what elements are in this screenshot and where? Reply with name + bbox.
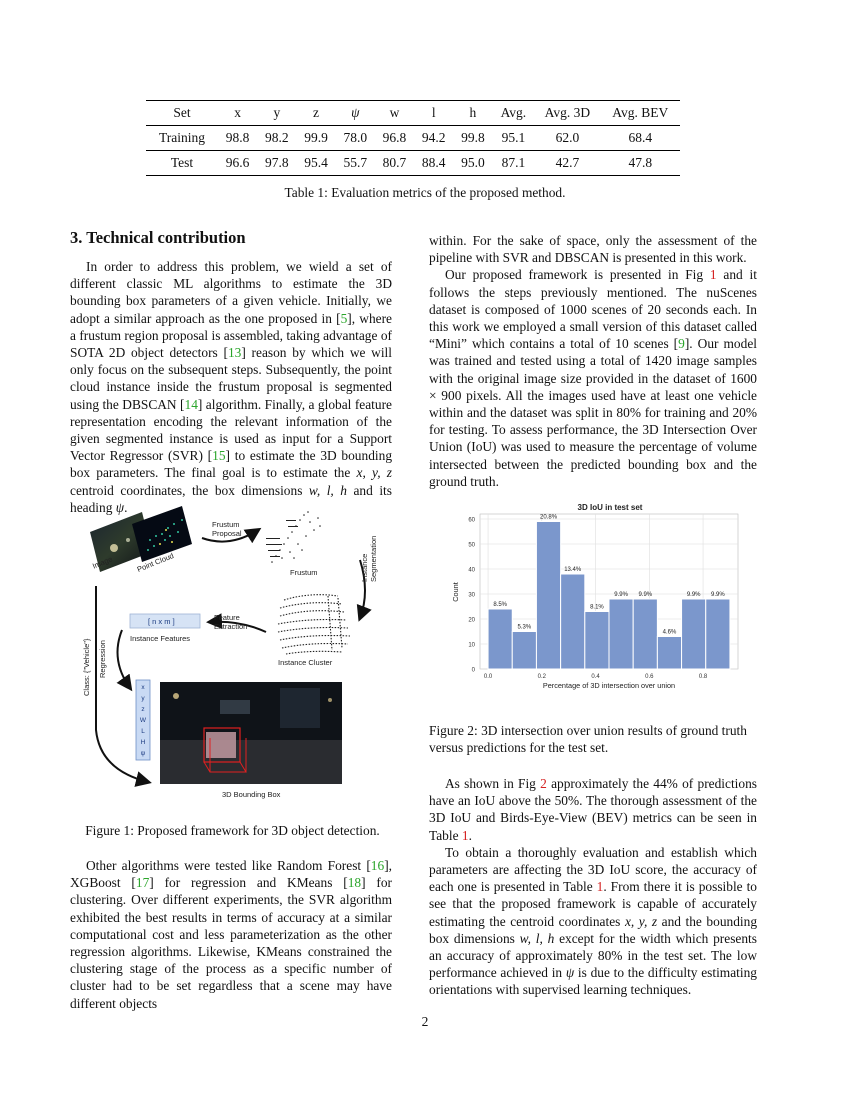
right-column-top <box>429 232 757 490</box>
citation-link[interactable]: 15 <box>212 448 226 464</box>
table-cell: 87.1 <box>501 155 526 170</box>
paragraph <box>70 857 392 1012</box>
figure-1 <box>70 500 395 810</box>
y-tick-label: 50 <box>468 542 475 549</box>
y-tick-label: 20 <box>468 617 475 624</box>
bar-data-label: 5.3% <box>517 624 532 631</box>
bar-data-label: 9.9% <box>686 592 701 598</box>
y-axis-label: Count <box>451 582 460 602</box>
instance-cluster-points <box>278 595 350 654</box>
vector-entry: H <box>140 739 146 746</box>
label-point-cloud: Point Cloud <box>135 551 176 574</box>
bar-data-label: 9.9% <box>638 592 653 598</box>
vector-entry: W <box>139 717 147 724</box>
table-cell: 78.0 <box>343 130 368 145</box>
text: ] for clustering. Over different experiments, the SVR algorithm exhibited the best results in terms of accuracy at a similar computational cost and less parameterization as the other regression algorithms. Likewise, KMeans constrained the clustering stage of the process as a specific number of cluster had to be set regardless that a scene may have different objects <box>70 875 392 1011</box>
table-cell: 47.8 <box>628 155 653 170</box>
bar-data-label: 9.9% <box>614 592 628 598</box>
section-title: 3. Technical contribution <box>70 228 246 247</box>
label-feature-extraction: Feature Extraction <box>214 613 248 631</box>
table-cell: 80.7 <box>382 155 407 170</box>
paragraph <box>429 775 757 844</box>
histogram-bar <box>682 599 706 669</box>
histogram-bar <box>536 522 560 670</box>
histogram-bar <box>561 574 585 669</box>
text: except for the width which presents an accuracy of approximately 80% in the test set. The low performance achieved in <box>429 930 757 981</box>
table-cell: 99.8 <box>461 130 485 145</box>
histogram-bar <box>585 612 609 670</box>
label-class: Class: {"Vehicle"} <box>82 638 91 696</box>
table-cell: 98.2 <box>265 130 289 145</box>
left-column-bottom <box>70 857 392 1012</box>
chart-title: 3D IoU in test set <box>577 503 643 512</box>
text: . <box>468 827 472 843</box>
table-cell: 55.7 <box>343 155 368 170</box>
table-header-cell: y <box>273 105 281 120</box>
table-cell: 95.1 <box>501 130 526 145</box>
table-cell: 42.7 <box>555 155 580 170</box>
citation-link[interactable]: 18 <box>347 875 362 891</box>
text: To obtain a thoroughly evaluation and establish which parameters are affecting the 3D IoU score, the accuracy of each one is presented in Table <box>429 844 757 895</box>
citation-link[interactable]: 14 <box>184 396 198 412</box>
histogram-bar <box>488 609 512 669</box>
table-cell: 94.2 <box>421 130 446 145</box>
bar-data-label: 9.9% <box>711 592 725 598</box>
page-number: 2 <box>421 1014 429 1029</box>
text: is due to the difficulty estimating orientations with supervised learning techniques. <box>429 965 757 998</box>
text: approximately the 44% of predictions have an IoU above the 50%. The thorough assessment of the 3D IoU and Birds-Eye-View (BEV) metrics can be seen in Table <box>429 776 757 843</box>
text: ] to estimate the 3D bounding box parameters. The final goal is to estimate the <box>70 448 393 481</box>
arrow-regression <box>118 630 131 688</box>
iou-histogram <box>448 500 748 695</box>
left-column-top <box>70 258 392 516</box>
figure-ref-link[interactable]: 2 <box>540 776 547 791</box>
table-cell: 96.6 <box>225 155 250 170</box>
text: ], XGBoost [ <box>70 858 392 891</box>
label-instance-cluster: Instance Cluster <box>278 658 333 667</box>
table-row <box>146 126 680 151</box>
table-cell: 88.4 <box>421 155 446 170</box>
x-tick-label: 0.0 <box>483 674 493 680</box>
citation-link[interactable]: 9 <box>678 336 685 352</box>
vector-entry: x <box>141 684 145 691</box>
text: ]. Our model was trained and tested using a total of 1420 image samples with the original image size provided in the dataset of 1600 × 900 pixels. All the images used have at least one vehicle within and the dataset was split in 80% for training and 20% for testing. To assess performance, the 3D Intersection Over Union (IoU) was used to measure the percentage of volume intersected between the predicted bounding box and the ground truth. <box>429 336 757 489</box>
paragraph <box>429 232 757 266</box>
table-ref-link[interactable]: 1 <box>461 827 469 843</box>
frustum-points <box>266 511 321 563</box>
bar-data-label: 8.1% <box>590 604 604 611</box>
table-cell: 97.8 <box>265 155 289 170</box>
table-cell: 68.4 <box>628 130 653 145</box>
citation-link[interactable]: 5 <box>340 310 348 326</box>
table-cell: Test <box>170 155 194 170</box>
vector-entry: y <box>141 695 145 702</box>
table-ref-link[interactable]: 1 <box>596 879 604 895</box>
table-header-cell: Avg. BEV <box>612 105 669 120</box>
text: ] for regression and KMeans [ <box>149 875 348 891</box>
paragraph <box>70 258 392 516</box>
x-axis-label: Percentage of 3D intersection over union <box>542 681 676 690</box>
x-tick-label: 0.2 <box>537 674 546 680</box>
x-tick-label: 0.8 <box>698 674 708 680</box>
text: and it follows the steps previously mentioned. The nuScenes dataset is composed of 1000 scenes of 20 seconds each. In this work we employed a small version of this dataset called “Mini” which contains a total of 10 scenes [ <box>429 267 757 352</box>
label-3d-bounding-box: 3D Bounding Box <box>222 790 281 799</box>
bar-data-label: 4.6% <box>662 629 677 636</box>
table-caption: Table 1: Evaluation metrics of the proposed method. <box>284 185 566 200</box>
figure-ref-link[interactable]: 1 <box>709 267 717 283</box>
table-header-cell: Set <box>173 105 191 120</box>
right-column-bottom <box>429 775 757 999</box>
text: within. For the sake of space, only the assessment of the pipeline with SVR and DBSCAN is presented in this work. <box>429 233 757 266</box>
histogram-bar <box>609 599 633 669</box>
table-header-cell: x <box>234 105 241 120</box>
text: centroid coordinates, the box dimensions <box>70 482 309 498</box>
table-header-row <box>146 101 680 126</box>
y-tick-label: 30 <box>468 592 475 599</box>
table-header-cell: l <box>431 105 436 120</box>
table-header-cell: Avg. <box>500 105 527 120</box>
table-header-cell: w <box>389 105 400 120</box>
table-cell: 95.0 <box>461 155 485 170</box>
table-cell: 96.8 <box>382 130 407 145</box>
figure-2 <box>448 500 748 695</box>
text: ] reason by which we will only focus on the subsequent steps. Subsequently, the point cloud instance inside the frustum proposal is segmented using the DBSCAN [ <box>70 345 392 412</box>
x-tick-label: 0.4 <box>591 674 600 680</box>
y-tick-label: 10 <box>468 642 475 649</box>
figure-2-caption: Figure 2: 3D intersection over union results of ground truth versus predictions for the test set. <box>429 723 747 756</box>
parameter-vector <box>136 682 150 759</box>
label-regression: Regression <box>98 640 107 678</box>
table-header-cell: h <box>469 105 477 120</box>
text: . <box>124 499 128 515</box>
math: w, l, h <box>519 930 555 946</box>
text: and the bounding box dimensions <box>429 913 758 946</box>
table-header-cell: ψ <box>351 105 360 120</box>
text: and its heading <box>70 482 392 515</box>
label-image: Image <box>91 554 114 571</box>
text: ], where a frustum region proposal is assembled, taking advantage of SOTA 2D object detectors [ <box>70 310 392 361</box>
citation-link[interactable]: 13 <box>227 345 242 361</box>
text: As shown in Fig <box>445 776 541 791</box>
table-header-cell: Avg. 3D <box>544 105 591 120</box>
table-cell: 98.8 <box>225 130 250 145</box>
label-instance-features: Instance Features <box>130 634 191 643</box>
y-tick-label: 0 <box>471 667 475 674</box>
output-image-thumbnail <box>160 682 342 784</box>
vector-entry: z <box>141 706 145 713</box>
paragraph <box>429 266 757 490</box>
math: x, y, z <box>624 913 658 929</box>
table-cell: 99.9 <box>304 130 328 145</box>
vector-entry: L <box>141 728 145 735</box>
label-frustum-proposal: Frustum Proposal <box>212 520 242 538</box>
figure-1-caption: Figure 1: Proposed framework for 3D object detection. <box>85 823 380 838</box>
label-frustum: Frustum <box>290 568 318 577</box>
table-cell: 95.4 <box>304 155 328 170</box>
framework-diagram <box>70 500 395 810</box>
histogram-bar <box>657 637 681 670</box>
table-header-cell: z <box>313 105 320 120</box>
bar-data-label: 20.8% <box>540 514 558 521</box>
text: Other algorithms were tested like Random Forest [ <box>86 858 371 873</box>
table-cell: 62.0 <box>555 130 580 145</box>
bar-data-label: 13.4% <box>564 567 582 573</box>
label-matrix-shape: [ n x m ] <box>148 617 175 626</box>
paragraph <box>429 844 757 999</box>
math: x, y, z <box>356 465 392 481</box>
y-tick-label: 40 <box>468 567 475 574</box>
x-tick-label: 0.6 <box>645 674 654 680</box>
text: ] algorithm. Finally, a global feature representation encoding the relevant information of the given segmented instance is used as input for a Support Vector Regressor (SVR) [ <box>70 396 392 464</box>
citation-link[interactable]: 16 <box>370 858 385 873</box>
histogram-bar <box>512 632 536 670</box>
text: In order to address this problem, we wield a set of different classic ML algorithms to estimate the 3D bounding box parameters of a given vehicle. Initially, we adopt a similar approach as the one proposed in [ <box>70 259 392 326</box>
table-cell: Training <box>158 130 205 145</box>
text: Our proposed framework is presented in Fig <box>445 267 710 283</box>
bar-data-label: 8.5% <box>493 602 507 608</box>
math: ψ <box>115 499 125 515</box>
text: . From there it is possible to see that the proposed framework is capable of accurately estimating the centroid coordinates <box>429 879 757 929</box>
citation-link[interactable]: 17 <box>135 875 150 891</box>
y-tick-label: 60 <box>468 517 475 524</box>
histogram-bar <box>633 599 657 669</box>
metrics-table <box>146 100 680 176</box>
table-row <box>146 151 680 176</box>
histogram-bar <box>706 599 730 669</box>
math: ψ <box>565 965 575 981</box>
math: w, l, h <box>308 482 347 498</box>
vector-entry: ψ <box>140 750 146 757</box>
label-instance-segmentation: Instance Segmentation <box>360 535 378 582</box>
